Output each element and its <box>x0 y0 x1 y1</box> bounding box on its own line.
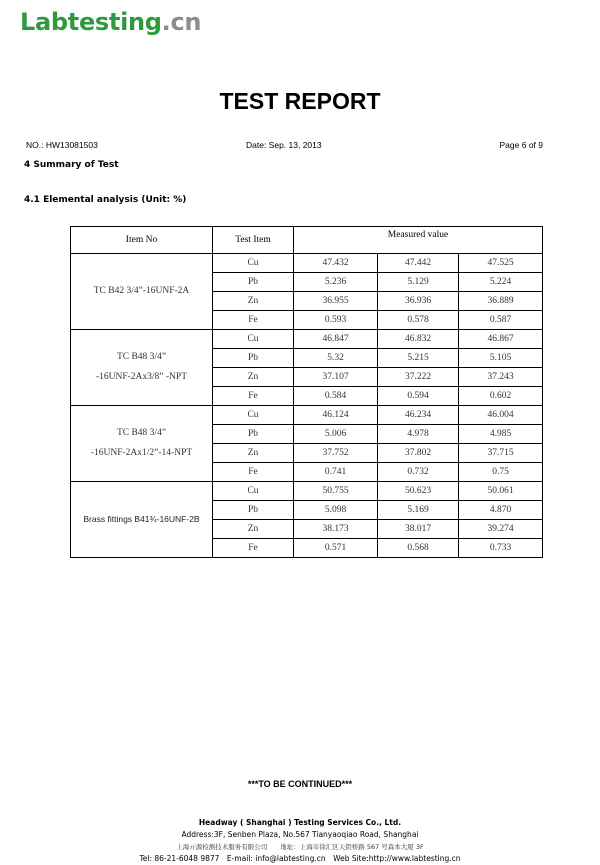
measured-value-cell: 37.802 <box>378 444 459 463</box>
measured-value-cell: 37.107 <box>294 368 378 387</box>
measured-value-cell: 39.274 <box>459 520 543 539</box>
table-row <box>71 330 543 349</box>
report-date: Date: Sep. 13, 2013 <box>246 140 322 150</box>
measured-value-cell: 46.234 <box>378 406 459 425</box>
measured-value-cell: 46.847 <box>294 330 378 349</box>
item-no-line: -16UNF-2Ax1/2”-14-NPT <box>90 447 193 458</box>
continued-notice: ***TO BE CONTINUED*** <box>247 779 353 789</box>
measured-value-cell: 50.623 <box>378 482 459 501</box>
measured-value-cell: 5.129 <box>378 273 459 292</box>
measured-value-cell: 47.432 <box>294 254 378 273</box>
logo-brand: Labtesting <box>20 8 162 36</box>
measured-value-cell: 0.741 <box>294 463 378 482</box>
measured-value-cell: 37.752 <box>294 444 378 463</box>
header-item-no: Item No <box>71 227 213 254</box>
measured-value-cell: 0.587 <box>459 311 543 330</box>
measured-value-cell: 47.442 <box>378 254 459 273</box>
item-no-cell <box>71 482 213 558</box>
test-item-cell: Cu <box>213 254 294 273</box>
item-no-line: TC B48 3/4” <box>116 351 167 362</box>
measured-value-cell: 46.832 <box>378 330 459 349</box>
measured-value-cell: 0.732 <box>378 463 459 482</box>
header-measured-value: Measured value <box>294 227 543 254</box>
table-body <box>71 227 543 558</box>
test-item-cell: Fe <box>213 311 294 330</box>
measured-value-cell: 0.75 <box>459 463 543 482</box>
test-item-cell: Cu <box>213 482 294 501</box>
item-no-line: Brass fittings B41¾-16UNF-2B <box>83 513 200 524</box>
measured-value-cell: 38.017 <box>378 520 459 539</box>
table-row <box>71 254 543 273</box>
test-item-cell: Fe <box>213 539 294 558</box>
header-test-item: Test Item <box>213 227 294 254</box>
test-item-cell: Zn <box>213 444 294 463</box>
measured-value-cell: 5.224 <box>459 273 543 292</box>
test-item-cell: Zn <box>213 520 294 539</box>
table-row <box>71 482 543 501</box>
measured-value-cell: 37.243 <box>459 368 543 387</box>
measured-value-cell: 47.525 <box>459 254 543 273</box>
test-item-cell: Zn <box>213 368 294 387</box>
item-no-cell <box>71 330 213 406</box>
measured-value-cell: 37.715 <box>459 444 543 463</box>
measured-value-cell: 5.32 <box>294 349 378 368</box>
item-no-line: TC B42 3/4”-16UNF-2A <box>93 285 190 296</box>
measured-value-cell: 36.889 <box>459 292 543 311</box>
item-no-cell <box>71 406 213 482</box>
measured-value-cell: 0.602 <box>459 387 543 406</box>
footer-contact: Tel: 86-21-6048 9877 E-mail: info@labtesting.cn Web Site:http://www.labtesting.cn <box>139 854 461 863</box>
test-item-cell: Fe <box>213 463 294 482</box>
item-no-line: -16UNF-2Ax3/8” -NPT <box>95 371 188 382</box>
elemental-analysis-table <box>70 226 543 558</box>
footer-company: Headway ( Shanghai ) Testing Services Co., Ltd. <box>198 818 402 827</box>
test-item-cell: Pb <box>213 425 294 444</box>
footer-address: Address:3F, Senben Plaza, No.567 Tianyaoqiao Road, Shanghai <box>181 830 419 839</box>
measured-value-cell: 46.004 <box>459 406 543 425</box>
measured-value-cell: 5.236 <box>294 273 378 292</box>
page-indicator: Page 6 of 9 <box>499 140 543 150</box>
measured-value-cell: 46.867 <box>459 330 543 349</box>
measured-value-cell: 50.755 <box>294 482 378 501</box>
measured-value-cell: 46.124 <box>294 406 378 425</box>
measured-value-cell: 0.733 <box>459 539 543 558</box>
table-header-row <box>71 227 543 254</box>
measured-value-cell: 0.571 <box>294 539 378 558</box>
logo-tld: .cn <box>161 8 202 36</box>
measured-value-cell: 5.006 <box>294 425 378 444</box>
test-item-cell: Pb <box>213 501 294 520</box>
measured-value-cell: 0.593 <box>294 311 378 330</box>
test-item-cell: Zn <box>213 292 294 311</box>
measured-value-cell: 0.568 <box>378 539 459 558</box>
measured-value-cell: 0.578 <box>378 311 459 330</box>
test-item-cell: Cu <box>213 330 294 349</box>
measured-value-cell: 4.978 <box>378 425 459 444</box>
test-item-cell: Cu <box>213 406 294 425</box>
item-no-line: TC B48 3/4” <box>116 427 167 438</box>
test-item-cell: Pb <box>213 349 294 368</box>
measured-value-cell: 0.594 <box>378 387 459 406</box>
company-logo <box>20 8 201 36</box>
section-heading-elemental: 4.1 Elemental analysis (Unit: %) <box>24 195 187 205</box>
measured-value-cell: 4.870 <box>459 501 543 520</box>
measured-value-cell: 5.215 <box>378 349 459 368</box>
measured-value-cell: 5.105 <box>459 349 543 368</box>
measured-value-cell: 50.061 <box>459 482 543 501</box>
measured-value-cell: 5.169 <box>378 501 459 520</box>
measured-value-cell: 37.222 <box>378 368 459 387</box>
test-item-cell: Fe <box>213 387 294 406</box>
measured-value-cell: 0.584 <box>294 387 378 406</box>
section-heading-summary: 4 Summary of Test <box>24 160 119 170</box>
measured-value-cell: 4.985 <box>459 425 543 444</box>
report-title: TEST REPORT <box>219 88 381 114</box>
measured-value-cell: 5.098 <box>294 501 378 520</box>
item-no-cell <box>71 254 213 330</box>
measured-value-cell: 36.955 <box>294 292 378 311</box>
report-number: NO.: HW13081503 <box>26 140 98 150</box>
table-row <box>71 406 543 425</box>
test-item-cell: Pb <box>213 273 294 292</box>
measured-value-cell: 36.936 <box>378 292 459 311</box>
footer-chinese-address: 上海亓源检测技术服务有限公司 地址：上海市徐汇区天钥桥路 567 号森本大厦 3F <box>176 843 424 851</box>
measured-value-cell: 38.173 <box>294 520 378 539</box>
